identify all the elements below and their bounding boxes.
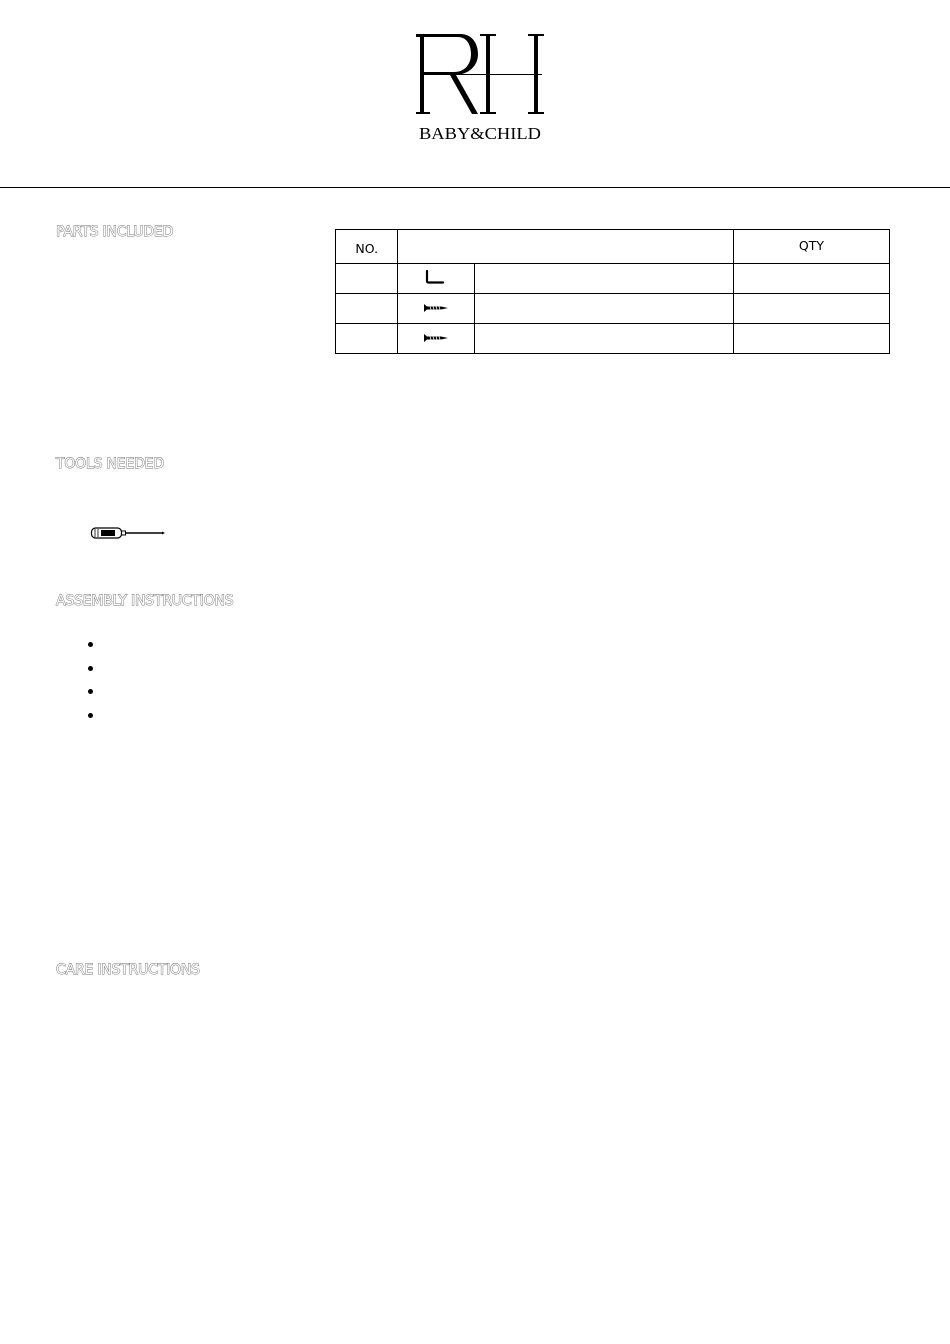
header-divider (0, 187, 950, 188)
part-no (336, 264, 398, 294)
header-qty: QTY (733, 230, 889, 264)
screwdriver-icon (90, 525, 166, 541)
screw-icon (423, 333, 449, 343)
brand-logo (416, 32, 544, 144)
parts-table-header (336, 230, 890, 264)
allen-wrench-icon (424, 270, 448, 284)
part-name (474, 294, 733, 324)
table-row (336, 294, 890, 324)
part-no (336, 324, 398, 354)
part-qty (733, 324, 889, 354)
parts-included-heading: PARTS INCLUDED (56, 224, 174, 240)
bullet-icon (88, 689, 93, 694)
care-instructions-heading: CARE INSTRUCTIONS (56, 962, 200, 978)
table-row (336, 324, 890, 354)
screw-icon (423, 303, 449, 313)
table-row (336, 264, 890, 294)
part-icon-cell (398, 294, 475, 324)
tools-needed-heading: TOOLS NEEDED (56, 456, 164, 472)
part-qty (733, 264, 889, 294)
part-qty (733, 294, 889, 324)
part-name (474, 264, 733, 294)
part-no (336, 294, 398, 324)
header-description (398, 230, 733, 264)
part-icon-cell (398, 324, 475, 354)
part-icon-cell (398, 264, 475, 294)
part-name (474, 324, 733, 354)
logo-subtitle: BABY&CHILD (419, 124, 541, 143)
parts-table (335, 229, 890, 354)
bullet-icon (88, 666, 93, 671)
bullet-icon (88, 713, 93, 718)
header-no: NO. (336, 230, 398, 264)
bullet-icon (88, 642, 93, 647)
assembly-instructions-heading: ASSEMBLY INSTRUCTIONS (56, 593, 234, 609)
